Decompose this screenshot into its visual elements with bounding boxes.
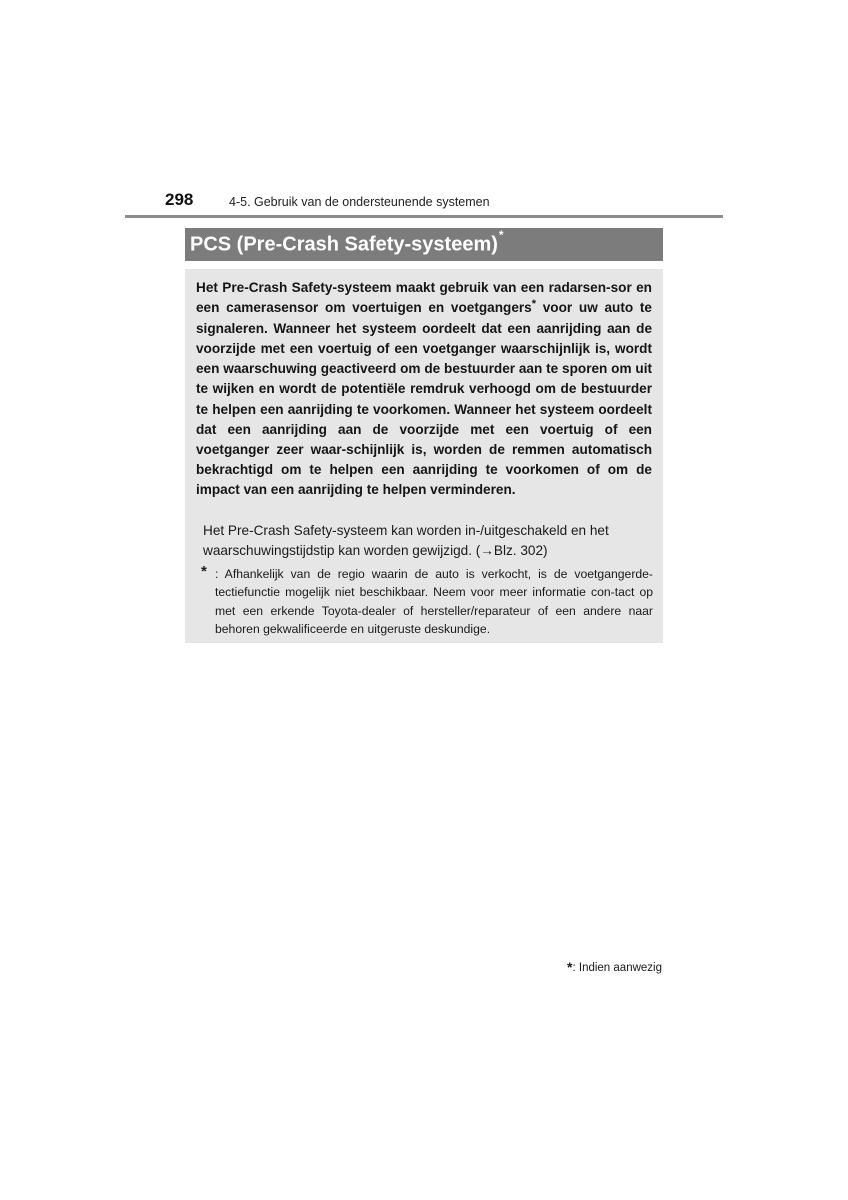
arrow-icon: →	[480, 543, 494, 558]
content-box	[185, 269, 663, 643]
footnote-asterisk: *	[201, 563, 207, 580]
page-number: 298	[165, 190, 194, 209]
footnote-text: : Afhankelijk van de regio waarin de auto is verkocht, is de voetgangerde-tectiefunctie mogelijk niet beschikbaar. Neem voor meer informatie con-tact op met een erkende Toyota-dealer of hersteller/reparateur of een andere naar behoren gekwalificeerde en uitgeruste deskundige.	[215, 567, 653, 637]
intro-text-part2: voor uw auto te signaleren. Wanneer het systeem oordeelt dat een aanrijding aan de voorzijde met een voertuig of een voetganger waarschijnlijk is, wordt een waarschuwing geactiveerd om de bestuurder aan te sporen om uit te wijken en wordt de potentiële remdruk verhoogd om de bestuurder te helpen een aanrijding te voorkomen. Wanneer het systeem oordeelt dat een aanrijding aan de voorzijde met een voertuig of een voetganger zeer waar-schijnlijk is, worden de remmen automatisch bekrachtigd om te helpen een aanrijding te voorkomen of om de impact van een aanrijding te helpen verminderen.	[196, 300, 652, 497]
section-path: 4-5. Gebruik van de ondersteunende systemen	[229, 195, 490, 209]
settings-note-text: Het Pre-Crash Safety-systeem kan worden in-/uitgeschakeld en het waarschuwingstijdstip kan worden gewijzigd. (	[203, 523, 609, 558]
footnote	[201, 565, 653, 639]
availability-text: : Indien aanwezig	[572, 962, 662, 974]
section-title-text: PCS (Pre-Crash Safety-systeem)	[190, 233, 498, 256]
section-title-bar	[185, 228, 663, 261]
section-title	[190, 228, 504, 257]
title-asterisk: *	[498, 228, 504, 242]
header-divider	[125, 215, 723, 218]
intro-paragraph	[196, 278, 652, 500]
intro-text-part1: Het Pre-Crash Safety-systeem maakt gebruik van een radarsen-sor en een camerasensor om voertuigen en voetgangers	[196, 280, 652, 316]
settings-note	[203, 521, 653, 561]
intro-asterisk: *	[531, 298, 537, 311]
page-reference-link[interactable]: Blz. 302)	[493, 543, 548, 558]
availability-note	[567, 958, 662, 974]
availability-asterisk: *	[567, 959, 573, 975]
page-header	[0, 0, 848, 220]
